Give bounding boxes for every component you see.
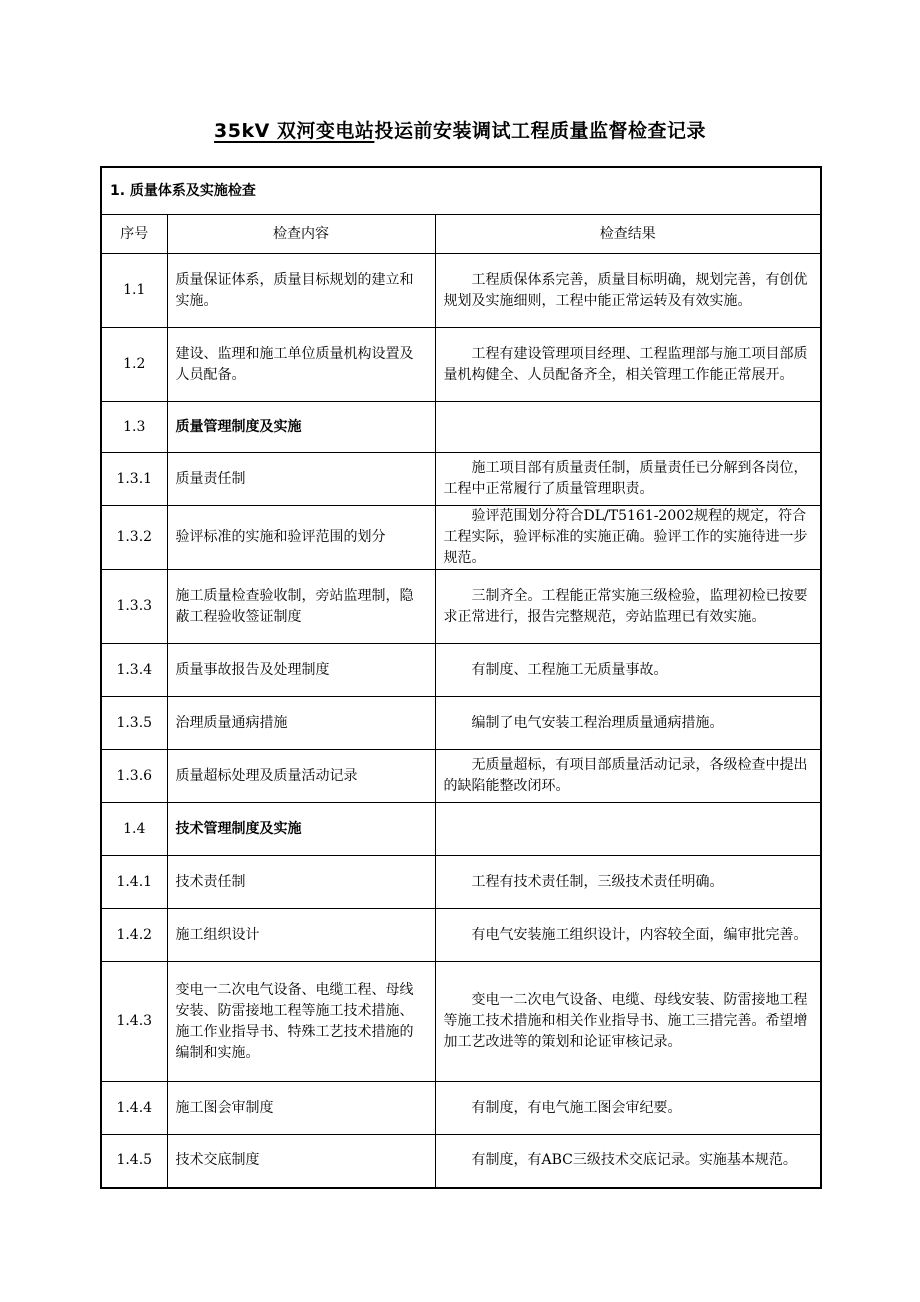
table-row bbox=[101, 909, 821, 962]
row-number: 1.4.5 bbox=[101, 1135, 167, 1188]
row-result: 变电一二次电气设备、电缆、母线安装、防雷接地工程等施工技术措施和相关作业指导书、施工三措完善。希望增加工艺改进等的策划和论证审核记录。 bbox=[435, 962, 821, 1082]
row-result: 无质量超标，有项目部质量活动记录，各级检查中提出的缺陷能整改闭环。 bbox=[435, 750, 821, 803]
row-number: 1.4 bbox=[101, 803, 167, 856]
row-content: 质量事故报告及处理制度 bbox=[167, 644, 435, 697]
row-result: 施工项目部有质量责任制，质量责任已分解到各岗位，工程中正常履行了质量管理职责。 bbox=[435, 453, 821, 506]
table-row bbox=[101, 962, 821, 1082]
row-result bbox=[435, 402, 821, 453]
row-content: 技术交底制度 bbox=[167, 1135, 435, 1188]
row-result bbox=[435, 803, 821, 856]
row-number: 1.3.6 bbox=[101, 750, 167, 803]
row-content: 质量保证体系，质量目标规划的建立和实施。 bbox=[167, 254, 435, 328]
document-title bbox=[0, 117, 920, 145]
header-result: 检查结果 bbox=[435, 215, 821, 254]
row-content: 质量责任制 bbox=[167, 453, 435, 506]
header-number: 序号 bbox=[101, 215, 167, 254]
table-row bbox=[101, 1082, 821, 1135]
row-number: 1.4.2 bbox=[101, 909, 167, 962]
row-result: 工程有技术责任制，三级技术责任明确。 bbox=[435, 856, 821, 909]
row-result: 验评范围划分符合DL/T5161-2002规程的规定，符合工程实际，验评标准的实施正确。验评工作的实施待进一步规范。 bbox=[435, 506, 821, 570]
row-number: 1.3.3 bbox=[101, 570, 167, 644]
row-result: 三制齐全。工程能正常实施三级检验，监理初检已按要求正常进行，报告完整规范，旁站监理已有效实施。 bbox=[435, 570, 821, 644]
row-number: 1.3.2 bbox=[101, 506, 167, 570]
table-row bbox=[101, 254, 821, 328]
document-title-station: 35kV 双河变电站 bbox=[214, 120, 375, 142]
row-number: 1.1 bbox=[101, 254, 167, 328]
section-title-row bbox=[101, 167, 821, 215]
row-result: 有制度，有ABC三级技术交底记录。实施基本规范。 bbox=[435, 1135, 821, 1188]
inspection-table bbox=[100, 166, 822, 1189]
table-row bbox=[101, 644, 821, 697]
row-content: 技术管理制度及实施 bbox=[167, 803, 435, 856]
table-row bbox=[101, 697, 821, 750]
row-content: 施工质量检查验收制，旁站监理制，隐蔽工程验收签证制度 bbox=[167, 570, 435, 644]
table-row bbox=[101, 803, 821, 856]
row-result: 工程质保体系完善，质量目标明确，规划完善，有创优规划及实施细则，工程中能正常运转及有效实施。 bbox=[435, 254, 821, 328]
document-title-rest: 投运前安装调试工程质量监督检查记录 bbox=[374, 120, 706, 142]
row-result: 有制度，有电气施工图会审纪要。 bbox=[435, 1082, 821, 1135]
row-number: 1.3.1 bbox=[101, 453, 167, 506]
row-number: 1.4.4 bbox=[101, 1082, 167, 1135]
row-number: 1.4.3 bbox=[101, 962, 167, 1082]
row-content: 施工组织设计 bbox=[167, 909, 435, 962]
header-content: 检查内容 bbox=[167, 215, 435, 254]
row-result: 有制度、工程施工无质量事故。 bbox=[435, 644, 821, 697]
table-row bbox=[101, 453, 821, 506]
row-content: 验评标准的实施和验评范围的划分 bbox=[167, 506, 435, 570]
row-content: 治理质量通病措施 bbox=[167, 697, 435, 750]
row-result: 工程有建设管理项目经理、工程监理部与施工项目部质量机构健全、人员配备齐全，相关管理工作能正常展开。 bbox=[435, 328, 821, 402]
table-row bbox=[101, 402, 821, 453]
row-content: 施工图会审制度 bbox=[167, 1082, 435, 1135]
row-number: 1.2 bbox=[101, 328, 167, 402]
row-number: 1.4.1 bbox=[101, 856, 167, 909]
table-row bbox=[101, 506, 821, 570]
row-result: 有电气安装施工组织设计，内容较全面，编审批完善。 bbox=[435, 909, 821, 962]
section-title: 1. 质量体系及实施检查 bbox=[101, 167, 821, 215]
table-row bbox=[101, 856, 821, 909]
row-content: 质量管理制度及实施 bbox=[167, 402, 435, 453]
row-content: 变电一二次电气设备、电缆工程、母线安装、防雷接地工程等施工技术措施、施工作业指导书、特殊工艺技术措施的编制和实施。 bbox=[167, 962, 435, 1082]
row-content: 技术责任制 bbox=[167, 856, 435, 909]
row-number: 1.3 bbox=[101, 402, 167, 453]
row-content: 建设、监理和施工单位质量机构设置及人员配备。 bbox=[167, 328, 435, 402]
table-row bbox=[101, 1135, 821, 1188]
row-content: 质量超标处理及质量活动记录 bbox=[167, 750, 435, 803]
row-number: 1.3.4 bbox=[101, 644, 167, 697]
row-number: 1.3.5 bbox=[101, 697, 167, 750]
table-row bbox=[101, 570, 821, 644]
table-row bbox=[101, 750, 821, 803]
table-row bbox=[101, 328, 821, 402]
row-result: 编制了电气安装工程治理质量通病措施。 bbox=[435, 697, 821, 750]
column-header-row bbox=[101, 215, 821, 254]
